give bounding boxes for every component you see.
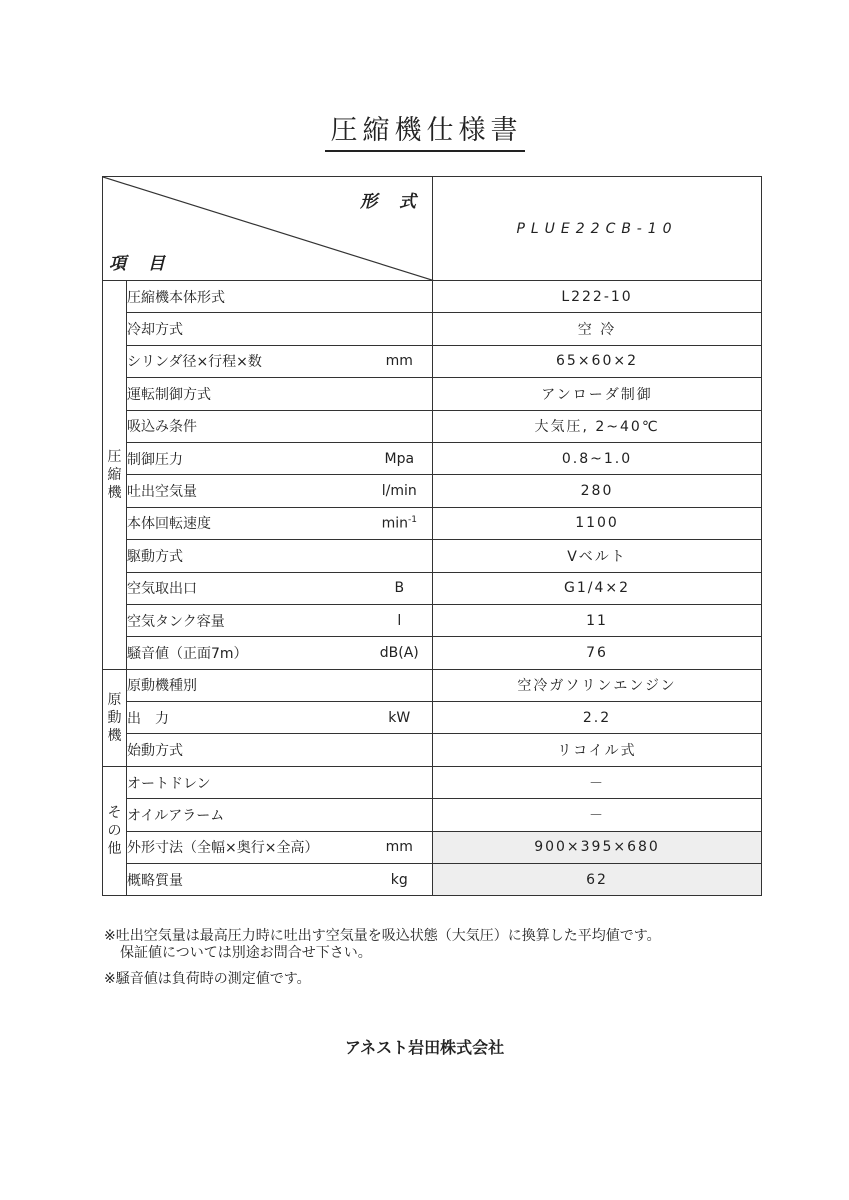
spec-row <box>103 572 762 604</box>
form-label: 形 式 <box>360 192 425 212</box>
item-name: 原動機種別 <box>127 669 367 701</box>
spec-row <box>103 637 762 669</box>
item-name: シリンダ径×行程×数 <box>127 345 367 377</box>
group-label-text: その他 <box>107 805 122 858</box>
page-title <box>0 108 849 152</box>
item-unit <box>367 702 433 734</box>
spec-row <box>103 378 762 410</box>
spec-row <box>103 799 762 831</box>
item-name: 駆動方式 <box>127 540 367 572</box>
spec-table <box>102 176 762 896</box>
item-unit <box>367 281 433 313</box>
item-unit <box>367 766 433 798</box>
spec-row <box>103 507 762 539</box>
group-label-text: 原動機 <box>107 691 122 744</box>
item-value: リコイル式 <box>433 734 762 766</box>
item-name: 本体回転速度 <box>127 507 367 539</box>
item-value: 2.2 <box>433 702 762 734</box>
unit-text: kW <box>388 709 411 726</box>
item-unit <box>367 734 433 766</box>
spec-row <box>103 604 762 636</box>
item-name: 運転制御方式 <box>127 378 367 410</box>
spec-row <box>103 540 762 572</box>
header-row <box>103 177 762 281</box>
item-unit <box>367 345 433 377</box>
group-label <box>103 766 127 896</box>
unit-text: l/min <box>381 483 417 500</box>
item-unit <box>367 507 433 539</box>
item-value: 62 <box>433 864 762 896</box>
item-name: 冷却方式 <box>127 313 367 345</box>
item-name: 空気取出口 <box>127 572 367 604</box>
item-value: 空 冷 <box>433 313 762 345</box>
item-unit <box>367 540 433 572</box>
item-value: 1100 <box>433 507 762 539</box>
item-value: L222-10 <box>433 281 762 313</box>
item-name: 空気タンク容量 <box>127 604 367 636</box>
item-unit <box>367 799 433 831</box>
item-value: 11 <box>433 604 762 636</box>
unit-text: Mpa <box>384 450 415 467</box>
item-value: － <box>433 799 762 831</box>
unit-text: l <box>397 612 402 629</box>
spec-row <box>103 831 762 863</box>
unit-text: min <box>381 515 408 532</box>
note-1: ※吐出空気量は最高圧力時に吐出す空気量を吸込状態（大気圧）に換算した平均値です。 <box>104 928 661 944</box>
spec-row <box>103 864 762 896</box>
group-label-text: 圧縮機 <box>107 448 122 501</box>
item-name: 吐出空気量 <box>127 475 367 507</box>
item-unit <box>367 475 433 507</box>
unit-text: kg <box>390 871 408 888</box>
spec-row <box>103 313 762 345</box>
item-name: 騒音値（正面7m） <box>127 637 367 669</box>
unit-text: mm <box>385 839 413 856</box>
company-name: アネスト岩田株式会社 <box>344 1038 505 1057</box>
item-unit <box>367 864 433 896</box>
item-unit <box>367 313 433 345</box>
header-diagonal-cell <box>103 177 433 281</box>
item-value: Vベルト <box>433 540 762 572</box>
item-value: 0.8~1.0 <box>433 442 762 474</box>
group-label <box>103 669 127 766</box>
spec-row <box>103 410 762 442</box>
item-name: 制御圧力 <box>127 442 367 474</box>
note-2: 保証値については別途お問合せ下さい。 <box>120 945 372 961</box>
item-value: 900×395×680 <box>433 831 762 863</box>
item-value: － <box>433 766 762 798</box>
spec-row <box>103 702 762 734</box>
item-name: 概略質量 <box>127 864 367 896</box>
item-unit <box>367 442 433 474</box>
unit-text: B <box>394 580 405 597</box>
model-name: PLUE22CB-10 <box>433 177 762 281</box>
item-label: 項 目 <box>109 254 173 274</box>
spec-row <box>103 766 762 798</box>
item-unit <box>367 410 433 442</box>
item-unit <box>367 637 433 669</box>
unit-text: dB(A) <box>379 644 419 661</box>
item-name: オイルアラーム <box>127 799 367 831</box>
note-3: ※騒音値は負荷時の測定値です。 <box>104 971 311 987</box>
item-name: オートドレン <box>127 766 367 798</box>
item-value: G1/4×2 <box>433 572 762 604</box>
item-value: 空冷ガソリンエンジン <box>433 669 762 701</box>
item-name: 吸込み条件 <box>127 410 367 442</box>
spec-row <box>103 442 762 474</box>
item-unit <box>367 831 433 863</box>
unit-text: mm <box>385 353 413 370</box>
spec-row <box>103 475 762 507</box>
spec-row <box>103 281 762 313</box>
item-unit <box>367 572 433 604</box>
unit-superscript: -1 <box>407 515 417 526</box>
item-name: 出 力 <box>127 702 367 734</box>
item-value: 大気圧, 2~40℃ <box>433 410 762 442</box>
item-value: 280 <box>433 475 762 507</box>
item-unit <box>367 378 433 410</box>
item-value: 76 <box>433 637 762 669</box>
item-value: アンローダ制御 <box>433 378 762 410</box>
item-name: 始動方式 <box>127 734 367 766</box>
spec-row <box>103 669 762 701</box>
spec-row <box>103 734 762 766</box>
item-value: 65×60×2 <box>433 345 762 377</box>
page-title-text: 圧縮機仕様書 <box>325 108 525 152</box>
item-unit <box>367 669 433 701</box>
spec-row <box>103 345 762 377</box>
item-name: 外形寸法（全幅×奥行×全高） <box>127 831 367 863</box>
item-unit <box>367 604 433 636</box>
group-label <box>103 281 127 670</box>
item-name: 圧縮機本体形式 <box>127 281 367 313</box>
